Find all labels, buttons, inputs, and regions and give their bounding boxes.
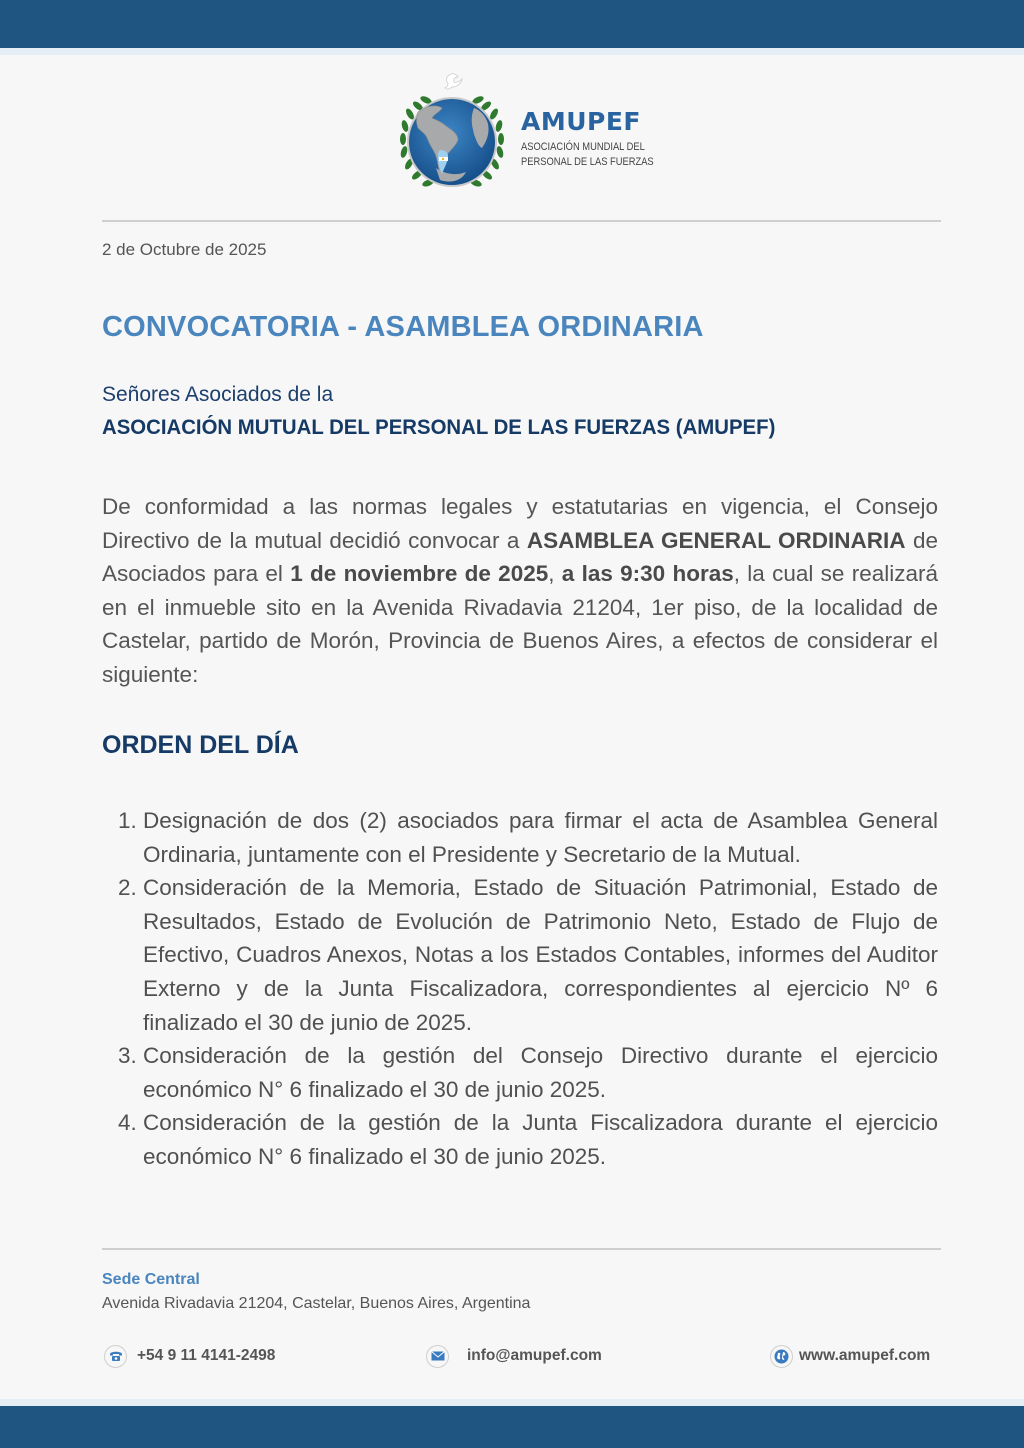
- agenda-item: [102, 804, 938, 871]
- top-accent-strip: [0, 48, 1024, 55]
- body-text-2: de Asociados para el: [102, 527, 939, 587]
- header-divider: [102, 220, 941, 222]
- body-bold-assembly: ASAMBLEA GENERAL ORDINARIA: [526, 527, 906, 553]
- amupef-logo: [396, 68, 666, 198]
- agenda-item: [102, 871, 938, 1039]
- phone-icon: [104, 1345, 127, 1368]
- globe-icon: [770, 1345, 793, 1368]
- document-title: CONVOCATORIA - ASAMBLEA ORDINARIA: [102, 311, 704, 343]
- headquarters-address: Avenida Rivadavia 21204, Castelar, Buenos Aires, Argentina: [102, 1295, 531, 1312]
- envelope-icon: [426, 1345, 449, 1368]
- contact-website[interactable]: [770, 1344, 930, 1368]
- contact-phone[interactable]: [104, 1344, 275, 1368]
- convocation-paragraph: [102, 490, 938, 692]
- agenda-item-number: 2.: [118, 875, 137, 901]
- top-banner: [0, 0, 1024, 48]
- body-text-1: De conformidad a las normas legales y estatutarias en vigencia, el Consejo Directivo de la mutual decidió convocar a: [102, 494, 938, 553]
- body-text-4: , la cual se realizará en el inmueble sito en la Avenida Rivadavia 21204, 1er piso, de la localidad de Castelar, partido de Morón, Provincia de Buenos Aires, a efectos de considerar el siguiente:: [102, 561, 938, 687]
- agenda-title: ORDEN DEL DÍA: [102, 731, 299, 759]
- logo-wordmark: [521, 108, 677, 170]
- logo-name: AMUPEF: [521, 107, 642, 136]
- agenda-item: [102, 1106, 938, 1173]
- logo-subtitle-line1: ASOCIACIÓN MUNDIAL DEL: [521, 141, 645, 153]
- agenda-item-text: Consideración de la Memoria, Estado de Situación Patrimonial, Estado de Resultados, Estado de Evolución de Patrimonio Neto, Estado de Flujo de Efectivo, Cuadros Anexos, Notas a los Estados Contables, informes del Auditor Externo y de la Junta Fiscalizadora, correspondientes al ejercicio Nº 6 finalizado el 30 de junio de 2025.: [143, 875, 938, 1035]
- agenda-item: [102, 1039, 938, 1106]
- bottom-banner: [0, 1406, 1024, 1448]
- agenda-item-text: Consideración de la gestión del Consejo Directivo durante el ejercicio económico N° 6 finalizado el 30 de junio 2025.: [143, 1043, 938, 1102]
- email-link[interactable]: info@amupef.com: [467, 1347, 602, 1364]
- agenda-list: [102, 804, 938, 1174]
- agenda-item-text: Designación de dos (2) asociados para firmar el acta de Asamblea General Ordinaria, juntamente con el Presidente y Secretario de la Mutual.: [143, 808, 938, 867]
- agenda-item-text: Consideración de la gestión de la Junta Fiscalizadora durante el ejercicio económico N° 6 finalizado el 30 de junio 2025.: [143, 1110, 938, 1169]
- phone-number[interactable]: +54 9 11 4141-2498: [137, 1347, 276, 1364]
- footer-divider: [102, 1248, 941, 1250]
- document-date: 2 de Octubre de 2025: [102, 240, 267, 259]
- bottom-accent-strip: [0, 1399, 1024, 1406]
- globe-emblem-icon: [396, 68, 508, 198]
- association-name: ASOCIACIÓN MUTUAL DEL PERSONAL DE LAS FUERZAS (AMUPEF): [102, 416, 776, 439]
- body-bold-date: 1 de noviembre de 2025: [290, 561, 549, 587]
- agenda-item-number: 3.: [118, 1043, 137, 1069]
- agenda-item-number: 1.: [118, 808, 137, 833]
- body-text-3: ,: [548, 561, 562, 587]
- body-bold-time: a las 9:30 horas: [561, 561, 734, 587]
- headquarters-label: Sede Central: [102, 1271, 200, 1288]
- agenda-item-number: 4.: [118, 1110, 137, 1136]
- salutation: Señores Asociados de la: [102, 383, 334, 406]
- contact-email[interactable]: [426, 1344, 602, 1368]
- website-link[interactable]: www.amupef.com: [799, 1347, 931, 1364]
- logo-subtitle-line2: PERSONAL DE LAS FUERZAS: [521, 156, 654, 168]
